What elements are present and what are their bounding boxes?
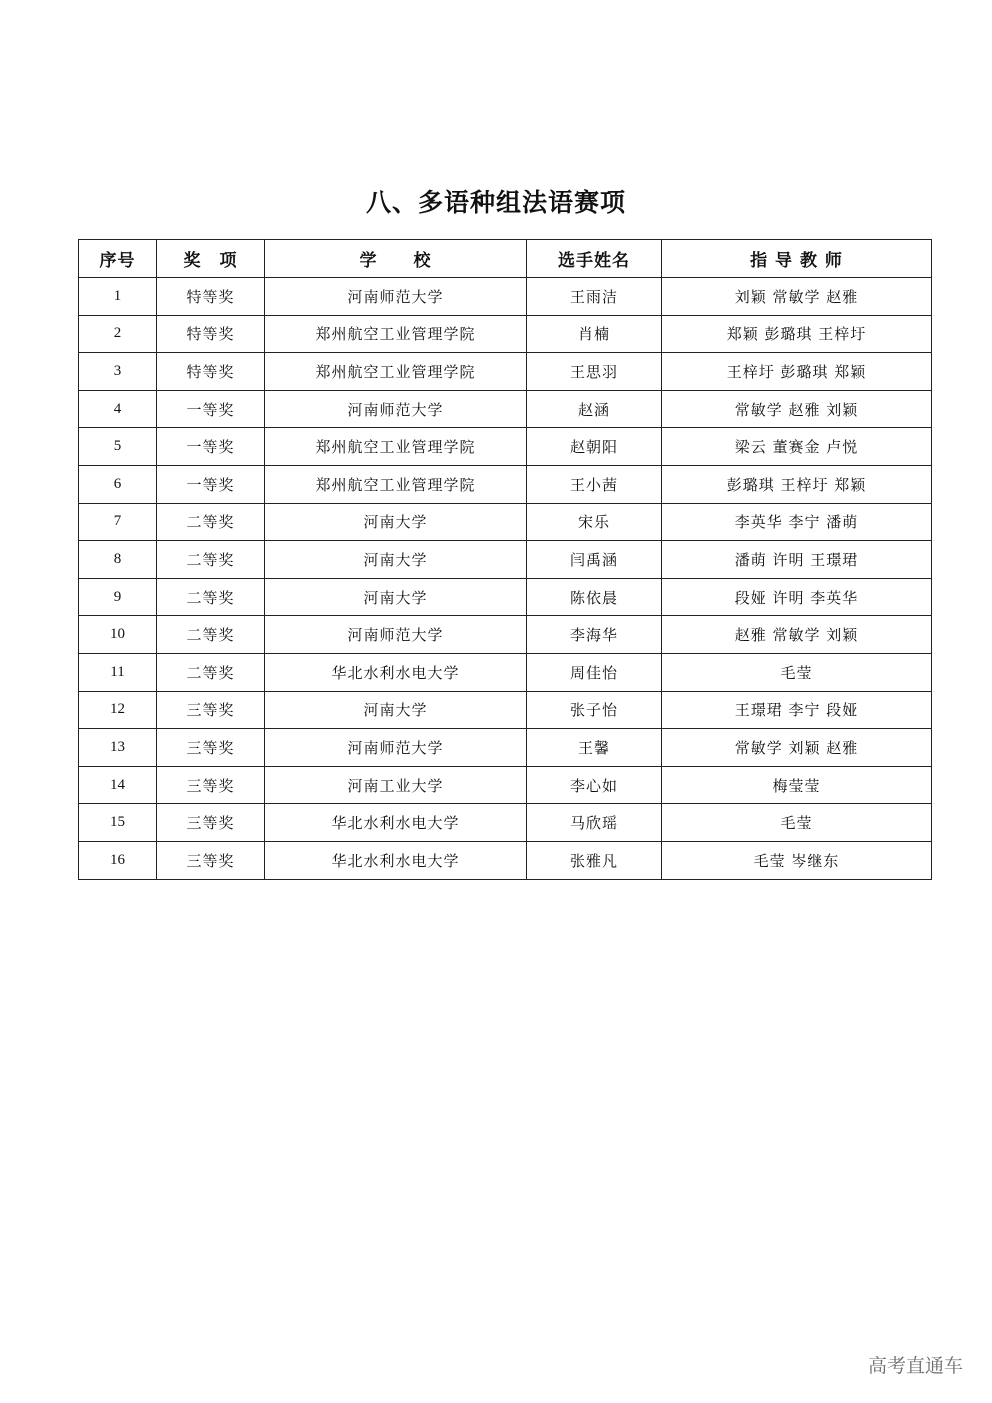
cell-award: 三等奖 [157,804,265,842]
watermark: 高考直通车 [867,1355,963,1377]
header-advisors: 指 导 教 师 [662,240,932,278]
cell-contestant: 陈依晨 [527,578,662,616]
table-row [79,766,932,804]
cell-contestant: 李海华 [527,616,662,654]
cell-contestant: 赵朝阳 [527,428,662,466]
cell-index: 8 [79,541,157,579]
cell-contestant: 王小茜 [527,465,662,503]
cell-award: 三等奖 [157,841,265,879]
cell-award: 二等奖 [157,616,265,654]
cell-index: 4 [79,390,157,428]
cell-advisors: 毛莹 [662,653,932,691]
cell-advisors: 毛莹 岑继东 [662,841,932,879]
cell-index: 1 [79,278,157,316]
cell-index: 12 [79,691,157,729]
cell-contestant: 周佳怡 [527,653,662,691]
cell-advisors: 李英华 李宁 潘萌 [662,503,932,541]
cell-index: 7 [79,503,157,541]
cell-award: 二等奖 [157,503,265,541]
cell-contestant: 赵涵 [527,390,662,428]
cell-award: 特等奖 [157,278,265,316]
cell-school: 华北水利水电大学 [265,804,527,842]
cell-index: 3 [79,353,157,391]
cell-index: 14 [79,766,157,804]
cell-contestant: 王雨洁 [527,278,662,316]
cell-award: 二等奖 [157,541,265,579]
cell-school: 华北水利水电大学 [265,653,527,691]
header-index: 序号 [79,240,157,278]
cell-award: 特等奖 [157,353,265,391]
header-contestant: 选手姓名 [527,240,662,278]
table-row [79,353,932,391]
cell-award: 三等奖 [157,766,265,804]
cell-contestant: 李心如 [527,766,662,804]
table-row [79,729,932,767]
table-row [79,278,932,316]
table-row [79,653,932,691]
cell-contestant: 马欣瑶 [527,804,662,842]
cell-school: 郑州航空工业管理学院 [265,428,527,466]
cell-advisors: 段娅 许明 李英华 [662,578,932,616]
cell-advisors: 潘萌 许明 王璟珺 [662,541,932,579]
cell-school: 郑州航空工业管理学院 [265,315,527,353]
table-row [79,804,932,842]
cell-school: 华北水利水电大学 [265,841,527,879]
cell-advisors: 王璟珺 李宁 段娅 [662,691,932,729]
cell-index: 5 [79,428,157,466]
header-award: 奖 项 [157,240,265,278]
cell-school: 河南师范大学 [265,278,527,316]
cell-school: 河南大学 [265,503,527,541]
cell-award: 一等奖 [157,390,265,428]
cell-school: 河南师范大学 [265,616,527,654]
cell-contestant: 宋乐 [527,503,662,541]
cell-index: 11 [79,653,157,691]
cell-advisors: 郑颖 彭璐琪 王梓圩 [662,315,932,353]
cell-contestant: 闫禹涵 [527,541,662,579]
cell-advisors: 毛莹 [662,804,932,842]
page-title: 八、多语种组法语赛项 [365,188,626,217]
awards-table [78,239,932,880]
cell-advisors: 梅莹莹 [662,766,932,804]
cell-index: 10 [79,616,157,654]
cell-school: 郑州航空工业管理学院 [265,353,527,391]
table-row [79,541,932,579]
cell-index: 9 [79,578,157,616]
cell-contestant: 张子怡 [527,691,662,729]
cell-school: 河南工业大学 [265,766,527,804]
cell-contestant: 肖楠 [527,315,662,353]
cell-advisors: 赵雅 常敏学 刘颖 [662,616,932,654]
table-row [79,390,932,428]
cell-award: 一等奖 [157,465,265,503]
cell-award: 三等奖 [157,729,265,767]
table-row [79,616,932,654]
cell-school: 河南大学 [265,541,527,579]
table-row [79,841,932,879]
cell-school: 河南师范大学 [265,729,527,767]
table-header-row [79,240,932,278]
cell-advisors: 常敏学 刘颖 赵雅 [662,729,932,767]
cell-award: 二等奖 [157,653,265,691]
cell-contestant: 王思羽 [527,353,662,391]
cell-advisors: 常敏学 赵雅 刘颖 [662,390,932,428]
cell-award: 一等奖 [157,428,265,466]
cell-award: 三等奖 [157,691,265,729]
header-school: 学 校 [265,240,527,278]
cell-index: 16 [79,841,157,879]
cell-school: 河南大学 [265,691,527,729]
cell-advisors: 刘颖 常敏学 赵雅 [662,278,932,316]
cell-contestant: 张雅凡 [527,841,662,879]
cell-award: 二等奖 [157,578,265,616]
cell-school: 郑州航空工业管理学院 [265,465,527,503]
cell-advisors: 王梓圩 彭璐琪 郑颖 [662,353,932,391]
table-row [79,428,932,466]
table-body [79,278,932,880]
table-row [79,691,932,729]
cell-advisors: 梁云 董赛金 卢悦 [662,428,932,466]
cell-index: 13 [79,729,157,767]
cell-advisors: 彭璐琪 王梓圩 郑颖 [662,465,932,503]
cell-index: 6 [79,465,157,503]
cell-contestant: 王馨 [527,729,662,767]
table-row [79,315,932,353]
cell-award: 特等奖 [157,315,265,353]
cell-school: 河南师范大学 [265,390,527,428]
table-row [79,465,932,503]
cell-index: 2 [79,315,157,353]
table-row [79,503,932,541]
cell-school: 河南大学 [265,578,527,616]
table-row [79,578,932,616]
cell-index: 15 [79,804,157,842]
